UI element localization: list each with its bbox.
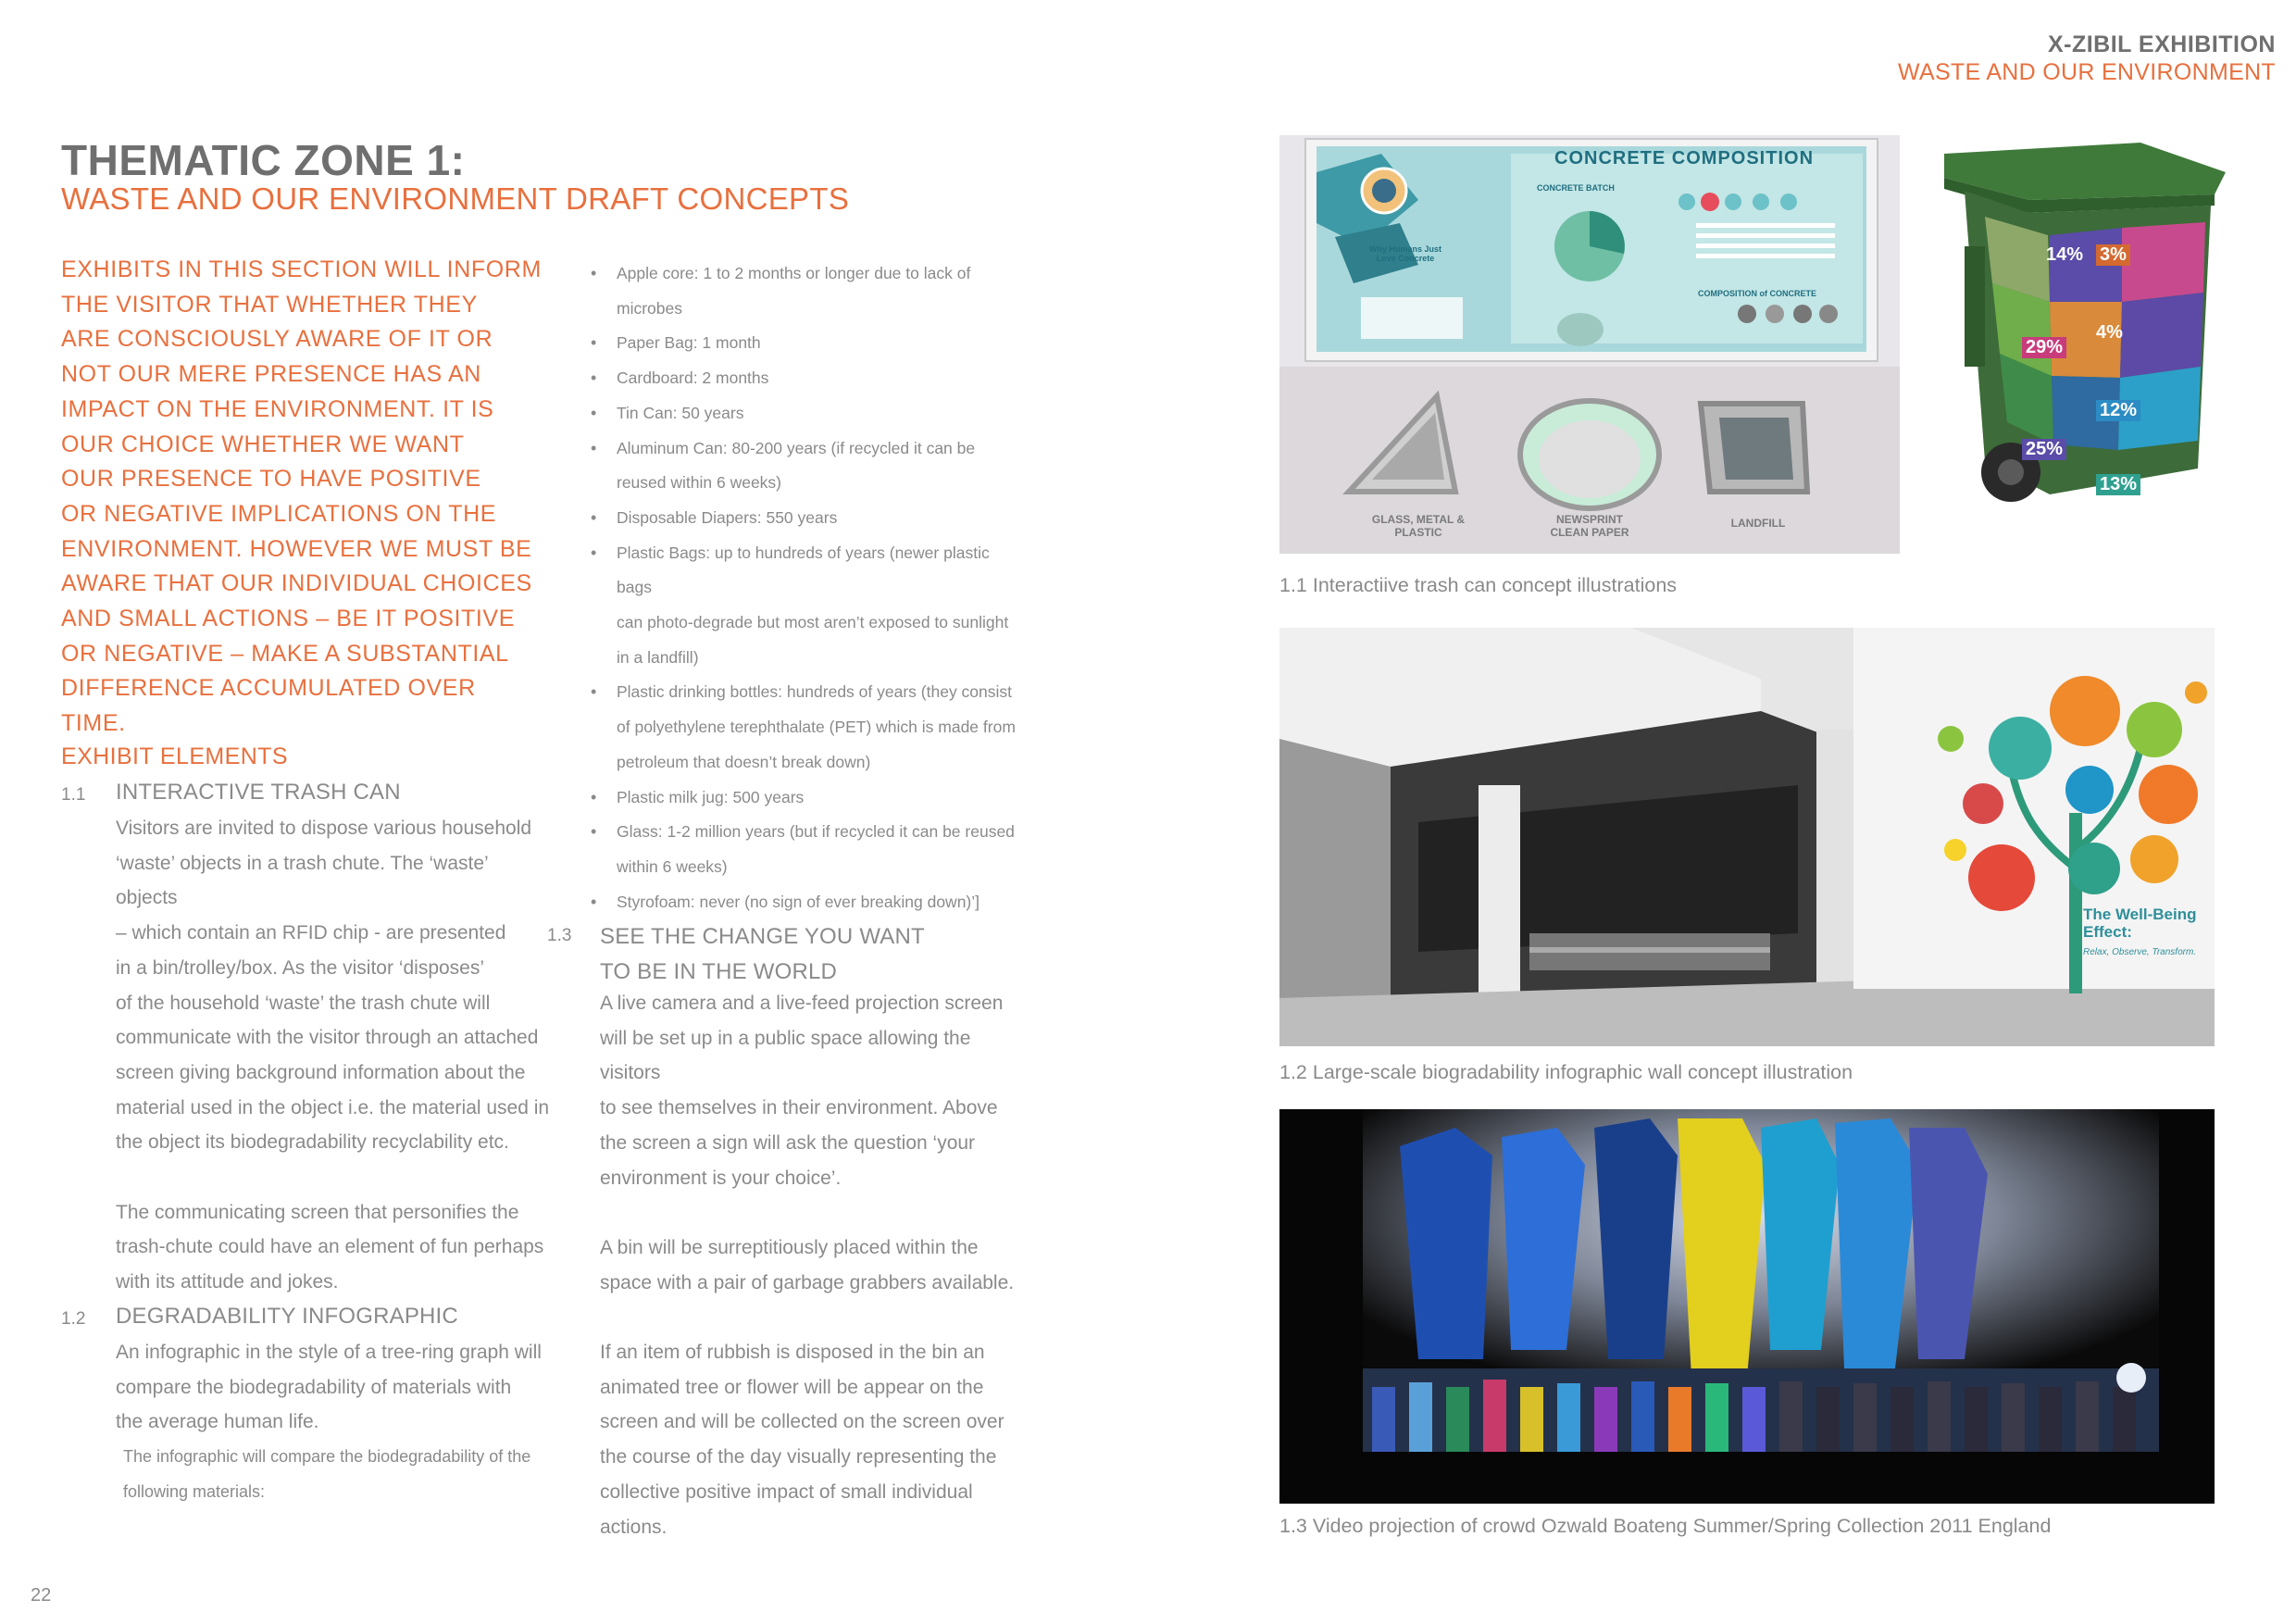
- caption-1-2: 1.2 Large-scale biogradability infographic wall concept illustration: [1279, 1061, 1853, 1083]
- intro-line: OUR PRESENCE TO HAVE POSITIVE: [61, 466, 481, 493]
- section-number-1-1: 1.1: [61, 785, 86, 805]
- text-line: will be set up in a public space allowing the visitors: [600, 1027, 971, 1084]
- section-1-1-body: [116, 811, 551, 1300]
- pct-label: 4%: [2096, 322, 2123, 343]
- bin-label-newsprint: NEWSPRINT CLEAN PAPER: [1550, 513, 1629, 539]
- materials-list: [591, 256, 1017, 919]
- composition-label: COMPOSITION of CONCRETE: [1698, 289, 1816, 298]
- text-line: – which contain an RFID chip - are presented: [116, 922, 506, 944]
- list-item: • Paper Bag: 1 month: [591, 326, 1017, 361]
- text-line: with its attitude and jokes.: [116, 1271, 339, 1293]
- text-line: animated tree or flower will be appear on the: [600, 1376, 984, 1398]
- intro-line: DIFFERENCE ACCUMULATED OVER TIME.: [61, 675, 476, 737]
- intro-line: IMPACT ON THE ENVIRONMENT. IT IS: [61, 395, 494, 422]
- concrete-composition-kiosk-image: [1279, 135, 1900, 554]
- text-line: following materials:: [123, 1481, 266, 1501]
- section-1-2-body: [116, 1335, 551, 1440]
- bin-label-landfill: LANDFILL: [1730, 517, 1786, 530]
- text-line: If an item of rubbish is disposed in the bin an: [600, 1342, 985, 1363]
- intro-line: ARE CONSCIOUSLY AWARE OF IT OR: [61, 326, 493, 353]
- pct-label: 29%: [2022, 337, 2066, 358]
- list-item: • Disposable Diapers: 550 years: [591, 501, 1017, 536]
- caption-1-3: 1.3 Video projection of crowd Ozwald Boateng Summer/Spring Collection 2011 England: [1279, 1515, 2052, 1537]
- intro-paragraph: [61, 253, 543, 742]
- text-line: trash-chute could have an element of fun perhaps: [116, 1236, 544, 1258]
- wellbeing-tagline: Relax, Observe, Transform.: [2083, 947, 2197, 957]
- header-section-name: WASTE AND OUR ENVIRONMENT: [1898, 59, 2276, 85]
- text-line: to see themselves in their environment. Above: [600, 1097, 998, 1119]
- text-line: material used in the object i.e. the material used in: [116, 1096, 550, 1118]
- pct-label: 13%: [2096, 474, 2140, 495]
- speech-bubble-label: Why Humans Just Love Concrete: [1368, 244, 1441, 263]
- intro-line: OR NEGATIVE IMPLICATIONS ON THE: [61, 500, 497, 527]
- list-item: • Plastic Bags: up to hundreds of years (newer plastic bags can photo-degrade but most aren’t exposed to sunlight in a landfill): [591, 536, 1017, 676]
- list-item: • Styrofoam: never (no sign of ever breaking down)’]: [591, 885, 1017, 920]
- wellbeing-title: The Well-Being Effect:: [2083, 906, 2197, 941]
- intro-line: ENVIRONMENT. HOWEVER WE MUST BE: [61, 535, 532, 562]
- concrete-heading: CONCRETE COMPOSITION: [1554, 148, 1815, 169]
- text-line: in a bin/trolley/box. As the visitor ‘disposes’: [116, 956, 485, 979]
- intro-line: OUR CHOICE WHETHER WE WANT: [61, 431, 465, 457]
- section-title-degradability-infographic: DEGRADABILITY INFOGRAPHIC: [116, 1304, 458, 1329]
- page-number: 22: [31, 1585, 52, 1605]
- text-line: screen and will be collected on the screen over: [600, 1411, 1004, 1433]
- text-line: An infographic in the style of a tree-ring graph will: [116, 1342, 542, 1363]
- section-title-see-the-change: [600, 919, 925, 989]
- text-line: A live camera and a live-feed projection screen: [600, 993, 1004, 1014]
- page-title: THEMATIC ZONE 1:: [61, 136, 466, 184]
- list-item: • Glass: 1-2 million years (but if recycled it can be reused within 6 weeks): [591, 815, 1017, 884]
- text-line: collective positive impact of small individual: [600, 1480, 973, 1503]
- text-line: compare the biodegradability of materials with: [116, 1376, 512, 1398]
- text-line: actions.: [600, 1516, 668, 1538]
- intro-line: OR NEGATIVE – MAKE A SUBSTANTIAL: [61, 640, 509, 667]
- section-number-1-3: 1.3: [547, 926, 572, 945]
- text-line: The infographic will compare the biodegradability of the: [123, 1447, 531, 1466]
- text-line: screen giving background information about the: [116, 1061, 526, 1083]
- intro-line: AWARE THAT OUR INDIVIDUAL CHOICES: [61, 570, 532, 597]
- list-item: • Apple core: 1 to 2 months or longer due to lack of microbes: [591, 256, 1017, 326]
- title-line: SEE THE CHANGE YOU WANT: [600, 924, 925, 949]
- text-line: The communicating screen that personifies the: [116, 1201, 519, 1223]
- list-item: • Plastic milk jug: 500 years: [591, 781, 1017, 816]
- title-line: TO BE IN THE WORLD: [600, 958, 838, 984]
- concrete-batch-label: CONCRETE BATCH: [1537, 183, 1615, 193]
- wheelie-bin-image: [1937, 135, 2233, 524]
- list-item: • Plastic drinking bottles: hundreds of years (they consist of polyethylene terephthalate (PET) which is made from petroleum that doesn’t break down): [591, 675, 1017, 780]
- section-title-interactive-trash-can: INTERACTIVE TRASH CAN: [116, 780, 401, 805]
- pct-label: 25%: [2022, 439, 2066, 460]
- text-line: the object its biodegradability recyclability etc.: [116, 1131, 509, 1154]
- intro-line: THE VISITOR THAT WHETHER THEY: [61, 291, 478, 318]
- text-line: the course of the day visually representing the: [600, 1446, 997, 1468]
- pct-label: 12%: [2096, 400, 2140, 421]
- caption-1-1: 1.1 Interactiive trash can concept illustrations: [1279, 574, 1678, 596]
- text-line: ‘waste’ objects in a trash chute. The ‘waste’ objects: [116, 852, 488, 909]
- text-line: the screen a sign will ask the question ‘your: [600, 1131, 976, 1154]
- section-1-3-body: [600, 986, 1026, 1544]
- text-line: communicate with the visitor through an attached: [116, 1027, 539, 1049]
- text-line: of the household ‘waste’ the trash chute will: [116, 992, 491, 1014]
- list-item: • Cardboard: 2 months: [591, 361, 1017, 396]
- header-exhibition-name: X-ZIBIL EXHIBITION: [2047, 31, 2276, 57]
- section-1-2-note: [123, 1440, 558, 1509]
- fashion-projection-image: [1279, 1109, 2215, 1504]
- intro-line: AND SMALL ACTIONS – BE IT POSITIVE: [61, 606, 515, 632]
- pct-label: 14%: [2046, 244, 2084, 265]
- exhibit-elements-heading: EXHIBIT ELEMENTS: [61, 743, 288, 769]
- list-item: • Tin Can: 50 years: [591, 396, 1017, 431]
- pct-label: 3%: [2096, 244, 2130, 266]
- bin-label-glass: GLASS, METAL & PLASTIC: [1371, 513, 1466, 539]
- text-line: the average human life.: [116, 1411, 319, 1433]
- list-item: • Aluminum Can: 80-200 years (if recycled it can be reused within 6 weeks): [591, 431, 1017, 501]
- intro-line: NOT OUR MERE PRESENCE HAS AN: [61, 361, 481, 388]
- section-number-1-2: 1.2: [61, 1309, 86, 1329]
- text-line: space with a pair of garbage grabbers available.: [600, 1271, 1015, 1293]
- intro-line: EXHIBITS IN THIS SECTION WILL INFORM: [61, 256, 542, 282]
- wellbeing-wall-image: [1279, 628, 2215, 1046]
- page-subtitle: WASTE AND OUR ENVIRONMENT DRAFT CONCEPTS: [61, 181, 850, 216]
- text-line: Visitors are invited to dispose various household: [116, 818, 532, 839]
- text-line: environment is your choice’.: [600, 1167, 842, 1189]
- text-line: A bin will be surreptitiously placed within the: [600, 1236, 979, 1258]
